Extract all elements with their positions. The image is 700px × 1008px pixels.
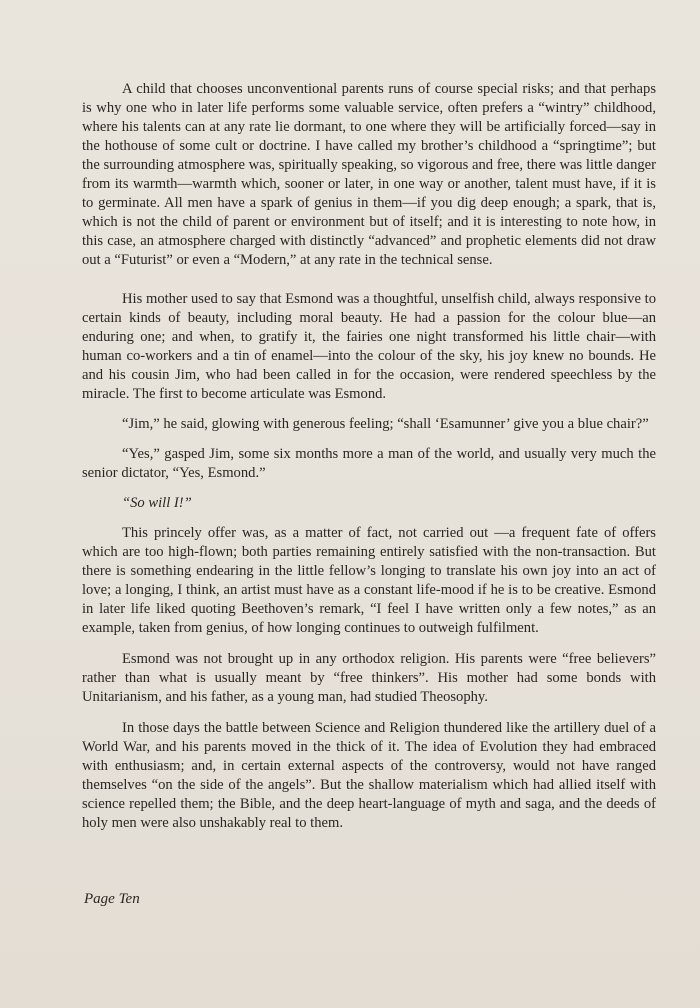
paragraph-colour-blue: His mother used to say that Esmond was a thoughtful, unselfish child, always responsive to certain kinds of beauty, including moral beauty. He had a passion for the colour blue—an enduring one; and when, to gratify it, the fairies one night transformed his little chair—with human co-workers and a tin of enamel—into the colour of the sky, his joy knew no bounds. He and his cousin Jim, who had been called in for the occasion, were rendered speechless by the miracle. The first to become articulate was Esmond. bbox=[82, 291, 656, 402]
paragraph-princely-offer: This princely offer was, as a matter of fact, not carried out —a frequent fate of offers which are too high-flown; both parties remaining entirely satisfied with the non-transaction. But there is something endearing in the little fellow’s longing to translate his own joy into an act of love; a longing, I think, an artist must have as a constant life-mood if he is to be creative. Esmond in later life liked quoting Beethoven’s remark, “I feel I have written only a few notes,” as an example, taken from genius, of how longing continues to outweigh fulfilment. bbox=[82, 525, 656, 636]
paragraph-childhood-risks: A child that chooses unconventional parents runs of course special risks; and that perhaps is why one who in later life performs some valuable service, often prefers a “wintry” childhood, where his talents can at any rate lie dormant, to one where they will be artificially forced—say in the hothouse of some cult or doctrine. I have called my brother’s childhood a “springtime”; but the surrounding atmosphere was, spiritually speaking, so vigorous and free, there was little danger from its warmth—warmth which, sooner or later, in one way or another, talent must have, if it is to germinate. All men have a spark of genius in them—if you dig deep enough; a spark, that is, which is not the child of parent or environment but of itself; and it is interesting to note how, in this case, an atmosphere charged with distinctly “advanced” and prophetic elements did not draw out a “Futurist” or even a “Modern,” at any rate in the technical sense. bbox=[82, 81, 656, 268]
paragraph-jim-question: “Jim,” he said, glowing with generous feeling; “shall ‘Esamunner’ give you a blue chair?” bbox=[122, 416, 649, 432]
paragraph-religion: Esmond was not brought up in any orthodox religion. His parents were “free believers” rather than what is usually meant by “free thinkers”. His mother had some bonds with Unitarianism, and his father, as a young man, had studied Theosophy. bbox=[82, 651, 656, 705]
paragraph-jim-answer: “Yes,” gasped Jim, some six months more a man of the world, and usually very much the senior dictator, “Yes, Esmond.” bbox=[82, 446, 656, 481]
body-text bbox=[82, 80, 656, 833]
page-number-label: Page Ten bbox=[84, 891, 140, 907]
paragraph-science-religion: In those days the battle between Science and Religion thundered like the artillery duel of a World War, and his parents moved in the thick of it. The idea of Evolution they had embraced with enthusiasm; and, in certain external aspects of the controversy, would not have ranged themselves “on the side of the angels”. But the shallow materialism which had allied itself with science repelled them; the Bible, and the deep heart-language of myth and saga, and the deeds of holy men were also unshakably real to them. bbox=[82, 720, 656, 831]
paragraph-so-will-i: “So will I!” bbox=[122, 495, 192, 511]
